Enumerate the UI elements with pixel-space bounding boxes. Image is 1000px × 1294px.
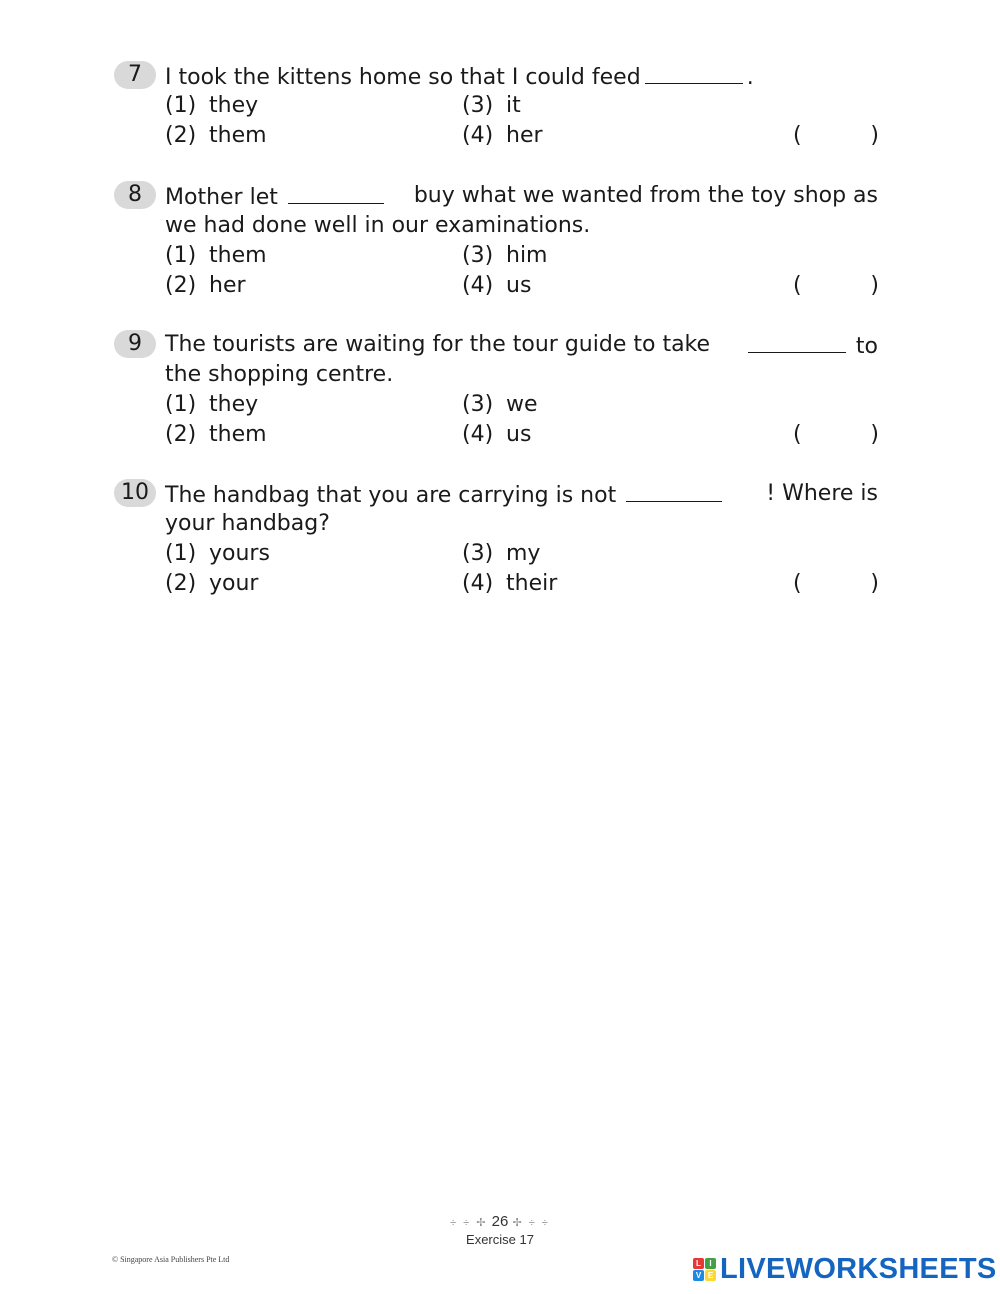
question-text: The handbag that you are carrying is not ! Where is: [165, 481, 878, 508]
option-1: (1) them: [165, 243, 267, 268]
option-1: (1) they: [165, 93, 259, 118]
question-text-line2: the shopping centre.: [165, 362, 394, 387]
option-4: (4) her: [462, 123, 543, 148]
logo-block-l: L: [693, 1258, 704, 1269]
question-number-badge: 7: [114, 61, 156, 89]
answer-box[interactable]: ( ): [793, 571, 879, 596]
logo-block-i: I: [705, 1258, 716, 1269]
option-2: (2) them: [165, 422, 267, 447]
option-3: (3) it: [462, 93, 521, 118]
option-1: (1) they: [165, 392, 259, 417]
option-4: (4) us: [462, 422, 532, 447]
option-3: (3) we: [462, 392, 538, 417]
answer-blank[interactable]: [645, 61, 743, 84]
option-3: (3) him: [462, 243, 548, 268]
question-text: The tourists are waiting for the tour guide to take to: [165, 332, 878, 359]
answer-blank[interactable]: [748, 330, 846, 353]
answer-blank[interactable]: [288, 181, 384, 204]
exercise-label: Exercise 17: [466, 1232, 534, 1247]
question-text: Mother let buy what we wanted from the toy shop as: [165, 183, 878, 210]
liveworksheets-logo[interactable]: [693, 1254, 997, 1284]
logo-block-e: E: [705, 1270, 716, 1281]
option-1: (1) yours: [165, 541, 270, 566]
logo-blocks-icon: [693, 1258, 716, 1281]
question-text-line2: we had done well in our examinations.: [165, 213, 591, 238]
option-3: (3) my: [462, 541, 541, 566]
answer-box[interactable]: ( ): [793, 123, 879, 148]
answer-blank[interactable]: [626, 479, 722, 502]
answer-box[interactable]: ( ): [793, 273, 879, 298]
question-text-line2: your handbag?: [165, 511, 330, 536]
copyright-notice: © Singapore Asia Publishers Pte Ltd: [112, 1255, 230, 1264]
option-2: (2) her: [165, 273, 246, 298]
page-number-value: 26: [491, 1213, 509, 1230]
answer-box[interactable]: ( ): [793, 422, 879, 447]
option-4: (4) us: [462, 273, 532, 298]
question-number-badge: 10: [114, 479, 156, 507]
logo-block-v: V: [693, 1270, 704, 1281]
page-deco-left: ÷ ÷ ✢: [450, 1217, 488, 1229]
question-number-badge: 8: [114, 181, 156, 209]
question-number-badge: 9: [114, 330, 156, 358]
option-2: (2) your: [165, 571, 259, 596]
option-2: (2) them: [165, 123, 267, 148]
question-text: I took the kittens home so that I could feed .: [165, 61, 878, 93]
option-4: (4) their: [462, 571, 558, 596]
logo-text: LIVEWORKSHEETS: [720, 1253, 997, 1285]
page-number: [0, 1213, 1000, 1230]
page-deco-right: ✢ ÷ ÷: [512, 1217, 550, 1229]
